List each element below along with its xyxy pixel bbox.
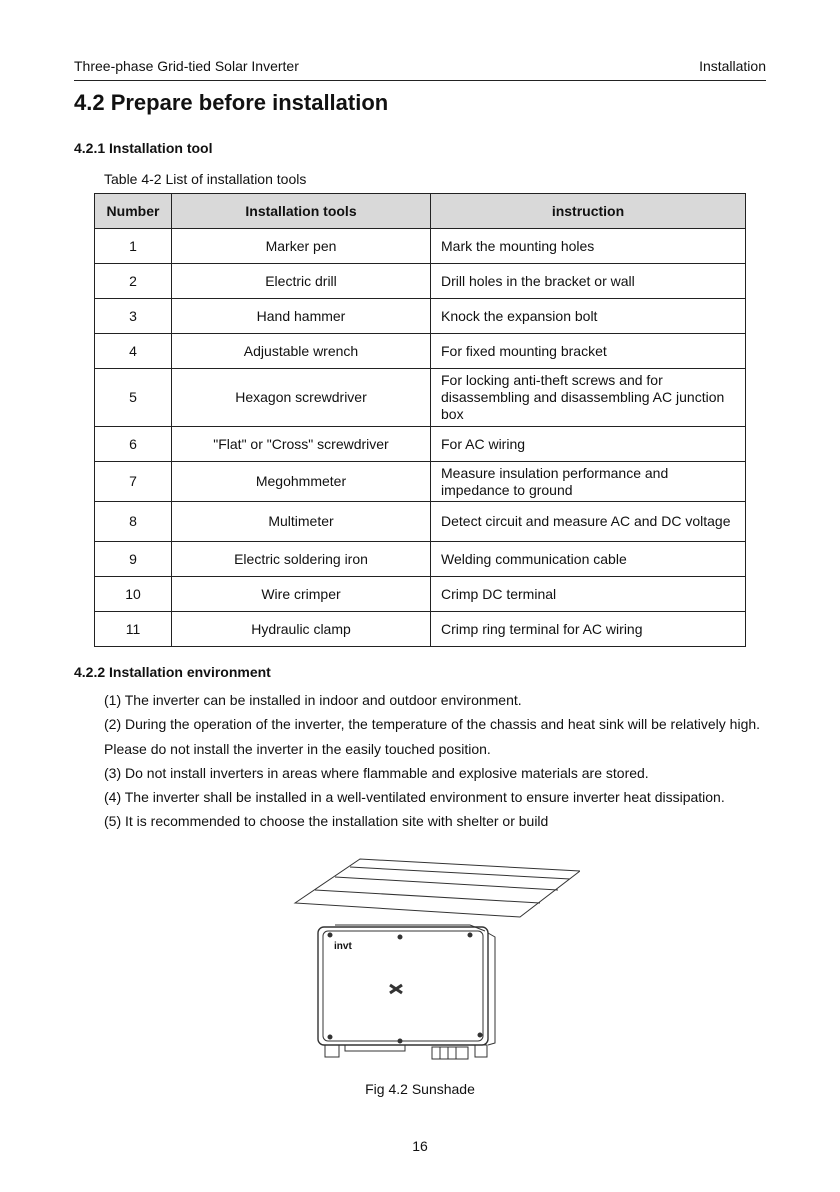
cell-instruction: Mark the mounting holes [431,229,746,264]
cell-tool: Megohmmeter [172,462,431,502]
cell-tool: Multimeter [172,502,431,542]
header-section: Installation [699,58,766,74]
cell-instruction: Drill holes in the bracket or wall [431,264,746,299]
cell-instruction: For AC wiring [431,427,746,462]
cell-number: 8 [95,502,172,542]
page-number: 16 [412,1138,428,1154]
cell-number: 4 [95,334,172,369]
cell-instruction: Welding communication cable [431,542,746,577]
table-caption: Table 4-2 List of installation tools [104,171,307,187]
sunshade-illustration [290,855,580,1070]
brand-logo: invt [334,941,352,952]
cell-number: 2 [95,264,172,299]
column-header-instruction: instruction [431,194,746,229]
cell-tool: Electric soldering iron [172,542,431,577]
cell-number: 9 [95,542,172,577]
figure-caption: Fig 4.2 Sunshade [365,1081,475,1097]
page-header [74,58,766,81]
table-header-row [95,194,746,229]
header-doc-title: Three-phase Grid-tied Solar Inverter [74,58,299,74]
environment-list [104,688,769,834]
cell-number: 10 [95,577,172,612]
list-item: (4) The inverter shall be installed in a well-ventilated environment to ensure inverter heat dissipation. [104,789,725,806]
table-row [95,542,746,577]
cell-number: 3 [95,299,172,334]
cell-tool: Hydraulic clamp [172,612,431,647]
cell-tool: Marker pen [172,229,431,264]
table-row [95,264,746,299]
cell-instruction: Knock the expansion bolt [431,299,746,334]
cell-instruction: Crimp DC terminal [431,577,746,612]
cell-instruction: Crimp ring terminal for AC wiring [431,612,746,647]
column-header-number: Number [95,194,172,229]
list-item: (3) Do not install inverters in areas where flammable and explosive materials are stored. [104,764,649,781]
list-item: (1) The inverter can be installed in indoor and outdoor environment. [104,692,522,708]
subsection-installation-tool: 4.2.1 Installation tool [74,140,213,156]
cell-tool: "Flat" or "Cross" screwdriver [172,427,431,462]
table-row [95,334,746,369]
table-row [95,299,746,334]
cell-number: 1 [95,229,172,264]
cell-instruction: For fixed mounting bracket [431,334,746,369]
subsection-installation-environment: 4.2.2 Installation environment [74,664,271,680]
cell-tool: Wire crimper [172,577,431,612]
cell-tool: Adjustable wrench [172,334,431,369]
cell-instruction: Detect circuit and measure AC and DC voltage [431,502,746,542]
table-row [95,502,746,542]
cell-number: 11 [95,612,172,647]
cell-number: 6 [95,427,172,462]
table-row [95,577,746,612]
column-header-tools: Installation tools [172,194,431,229]
cell-number: 7 [95,462,172,502]
cell-instruction: Measure insulation performance and impedance to ground [431,462,746,502]
cell-tool: Hand hammer [172,299,431,334]
sunshade-figure [290,855,580,1075]
cell-instruction: For locking anti-theft screws and for disassembling and disassembling AC junction box [431,369,746,427]
list-item: (2) During the operation of the inverter, the temperature of the chassis and heat sink will be relatively high. Please do not install the inverter in the easily touched position. [104,716,761,757]
table-row [95,612,746,647]
table-row [95,462,746,502]
cell-number: 5 [95,369,172,427]
table-row [95,369,746,427]
section-title: 4.2 Prepare before installation [74,90,389,115]
tools-table [94,193,746,647]
list-item: (5) It is recommended to choose the installation site with shelter or build [104,813,549,830]
cell-tool: Electric drill [172,264,431,299]
cell-tool: Hexagon screwdriver [172,369,431,427]
table-row [95,229,746,264]
table-row [95,427,746,462]
